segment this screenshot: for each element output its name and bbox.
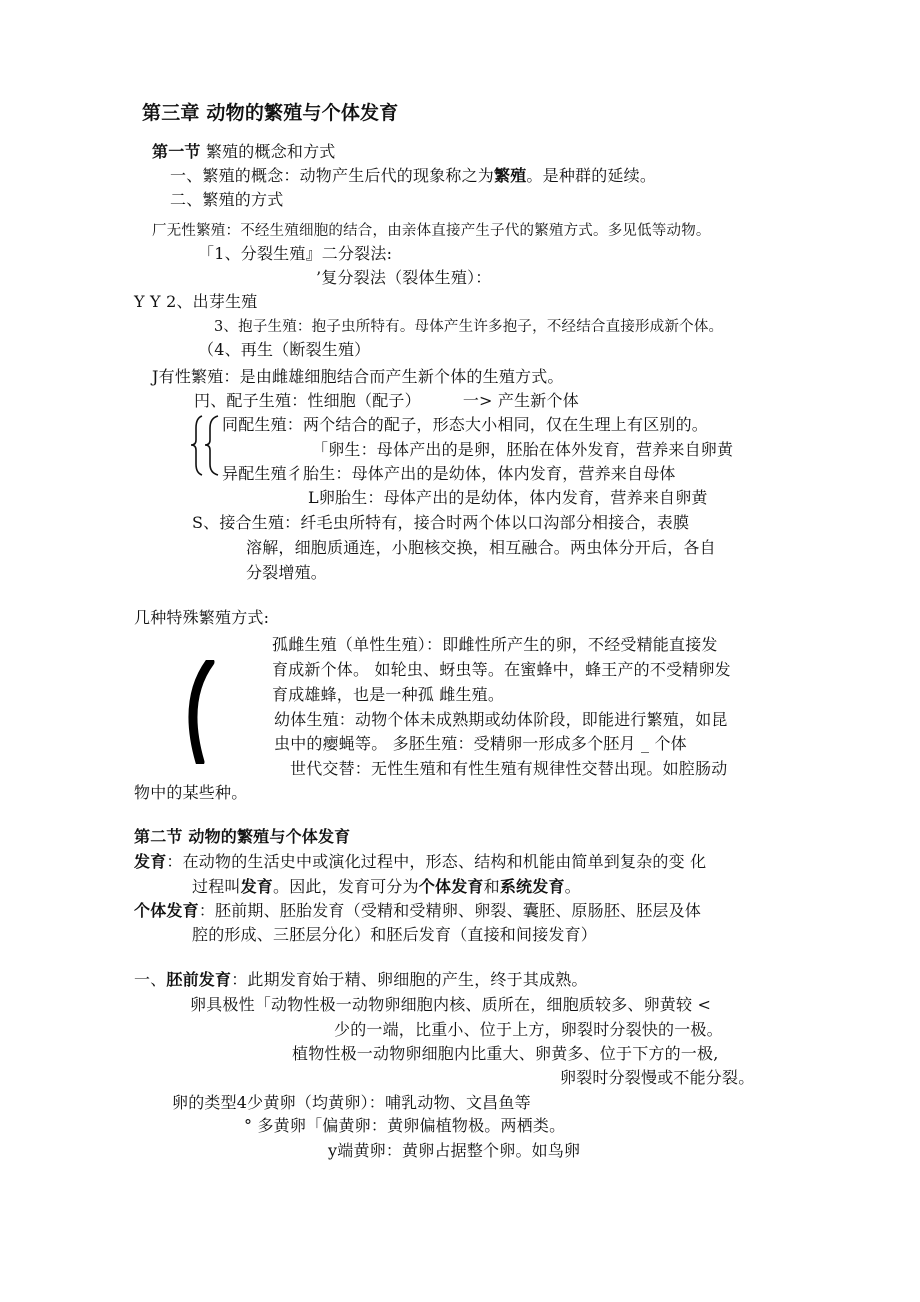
text: ：在动物的生活史中或演化过程中，形态、结构和机能由简单到复杂的变 化: [166, 852, 707, 871]
bold-term: 发育: [134, 852, 167, 871]
text: 和: [483, 877, 500, 896]
line-reproduction-concept: [170, 165, 656, 187]
section-1-label: 第一节: [152, 142, 201, 161]
line-vegetal-pole: 植物性极一动物卵细胞内比重大、卵黄多、位于下方的一极,: [292, 1044, 719, 1063]
line-sexual: J有性繁殖：是由雌雄细胞结合而产生新个体的生殖方式。: [152, 367, 564, 386]
text: 一、: [134, 970, 167, 989]
section-1-title: 繁殖的概念和方式: [200, 142, 336, 161]
line-oviparity: 「卵生：母体产出的是卵，胚胎在体外发育，营养来自卵黄: [312, 440, 734, 459]
line-sporulation: 3、抱子生殖：抱子虫所特有。母体产生许多抱子，不经结合直接形成新个体。: [214, 319, 724, 335]
text: 円、配子生殖：性细胞（配子）: [194, 391, 421, 410]
text: 一> 产生新个体: [462, 391, 579, 410]
bold-term: 系统发育: [499, 877, 565, 896]
bold-term: 个体发育: [134, 901, 199, 920]
line-parthenogenesis: 孤雌生殖（单性生殖）：即雌性所产生的卵，不经受精能直接发: [272, 635, 718, 654]
line-animal-pole-2: 少的一端，比重小、位于上方，卵裂时分裂快的一极。: [334, 1020, 723, 1039]
text: ：此期发育始于精、卵细胞的产生，终于其成熟。: [231, 970, 588, 989]
text: 过程叫: [192, 877, 241, 896]
line-parthenogenesis-3: 育成雄蜂，也是一种孤 雌生殖。: [272, 685, 505, 704]
line-ontogeny-2: 腔的形成、三胚层分化）和胚后发育（直接和间接发育）: [192, 925, 598, 944]
line-alternation-2: 物中的某些种。: [134, 783, 248, 802]
line-viviparity: 异配生殖彳胎生：母体产出的是幼体，体内发育，营养来自母体: [222, 464, 676, 483]
line-ontogeny: [134, 900, 701, 922]
bold-term: 繁殖: [494, 166, 527, 185]
line-animal-pole: 卵具极性「动物性极一动物卵细胞内核、质所在，细胞质较多、卵黄较 <: [190, 995, 712, 1014]
line-reproduction-modes: 二、繁殖的方式: [170, 190, 284, 209]
line-development-def-2: [192, 876, 581, 898]
brace-icon: [188, 412, 224, 478]
text: ：胚前期、胚胎发育（受精和受精卵、卵裂、囊胚、原肠胚、胚层及体: [198, 901, 702, 920]
line-asexual: 厂无性繁殖：不经生殖细胞的结合，由亲体直接产生子代的繁殖方式。多见低等动物。: [152, 223, 711, 239]
special-modes-heading: 几种特殊繁殖方式:: [134, 608, 270, 627]
bold-term: 发育: [240, 877, 274, 896]
line-isogamy: 同配生殖：两个结合的配子，形态大小相同，仅在生理上有区别的。: [222, 415, 709, 434]
line-conjugation-3: 分裂增殖。: [246, 563, 328, 582]
line-conjugation-2: 溶解，细胞质通连，小胞核交换，相互融合。两虫体分开后，各自: [246, 538, 716, 557]
text: 一、繁殖的概念：动物产生后代的现象称之为: [170, 166, 495, 185]
line-fission: 「1、分裂生殖』二分裂法:: [198, 244, 393, 263]
page-title: 第三章 动物的繁殖与个体发育: [142, 102, 399, 124]
line-gamete-reproduction: [194, 390, 579, 412]
line-paedogenesis: 幼体生殖：动物个体未成熟期或幼体阶段，即能进行繁殖，如昆: [274, 710, 728, 729]
bold-term: 胚前发育: [166, 970, 232, 989]
text: 。是种群的延续。: [526, 166, 657, 185]
line-polyembryony: 虫中的瘿蝇等。 多胚生殖：受精卵一形成多个胚月 _ 个体: [274, 734, 687, 753]
text: 。因此，发育可分为: [273, 877, 419, 896]
line-multiple-fission: ’复分裂法（裂体生殖）：: [316, 268, 492, 287]
bold-term: 个体发育: [418, 877, 484, 896]
text: 。: [564, 877, 581, 896]
line-ovoviviparity: L卵胎生：母体产出的是幼体，体内发育，营养来自卵黄: [308, 488, 708, 507]
section-2-heading: 第二节 动物的繁殖与个体发育: [134, 827, 351, 846]
line-development-def: [134, 851, 706, 873]
line-regeneration: （4、再生（断裂生殖）: [198, 340, 371, 359]
line-telolecithal: ° 多黄卵「偏黄卵：黄卵偏植物极。两栖类。: [244, 1116, 566, 1135]
line-vegetal-pole-2: 卵裂时分裂慢或不能分裂。: [560, 1068, 755, 1087]
line-egg-types: 卵的类型4少黄卵（均黄卵）：哺乳动物、文昌鱼等: [172, 1093, 531, 1112]
line-parthenogenesis-2: 育成新个体。 如轮虫、蚜虫等。在蜜蜂中，蜂王产的不受精卵发: [272, 660, 731, 679]
line-budding: Y Y 2、出芽生殖: [134, 292, 258, 311]
parenthesis-icon: [176, 660, 216, 764]
section-1-heading: [152, 141, 336, 163]
line-alternation: 世代交替：无性生殖和有性生殖有规律性交替出现。如腔肠动: [290, 759, 728, 778]
line-conjugation: S、接合生殖：纤毛虫所特有，接合时两个体以口沟部分相接合，表膜: [192, 513, 690, 532]
line-preembryonic: [134, 969, 588, 991]
line-extreme-telolecithal: y端黄卵：黄卵占据整个卵。如鸟卵: [328, 1141, 581, 1160]
